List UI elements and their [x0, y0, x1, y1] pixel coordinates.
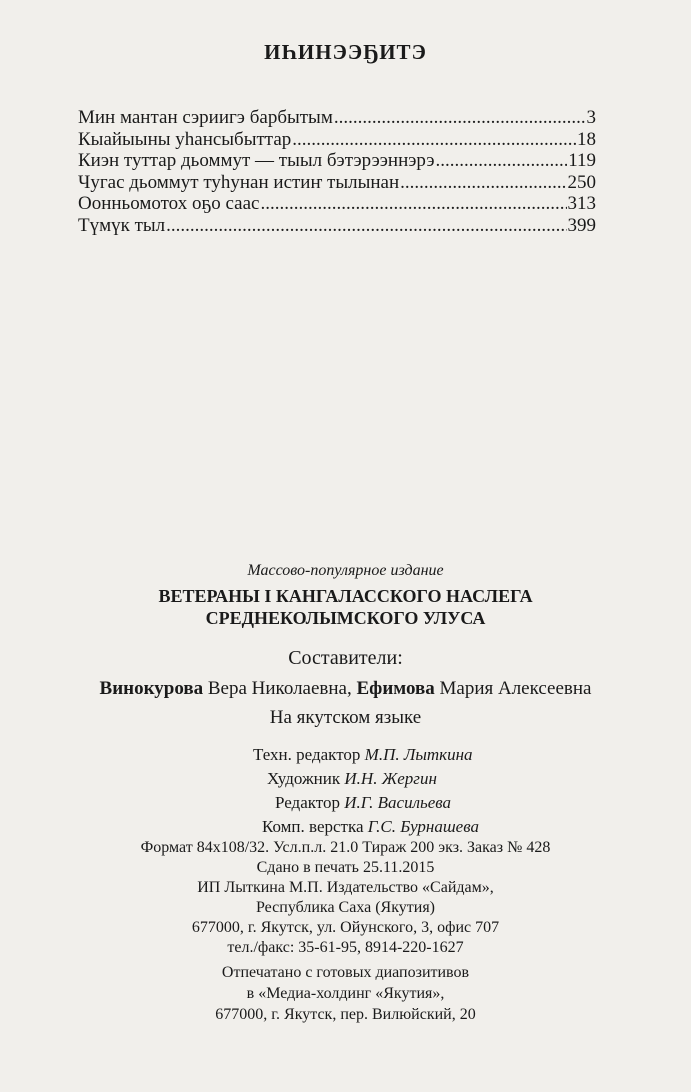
toc-entry-page: 3	[586, 107, 596, 128]
toc-entry-label: Оонньомотох оҕо саас	[78, 193, 260, 214]
compilers-label: Составители:	[288, 647, 403, 669]
author-2-surname: Ефимова	[356, 678, 435, 699]
credit-name: И.Н. Жергин	[344, 769, 437, 788]
toc-leader-dots	[334, 107, 586, 129]
toc-entry	[78, 107, 596, 129]
toc-entry-label: Түмүк тыл	[78, 214, 166, 236]
printer-line: в «Медиа-холдинг «Якутия»,	[246, 985, 445, 1002]
toc-leader-dots	[166, 215, 566, 237]
credit-name: Г.С. Бурнашева	[367, 817, 479, 836]
edition-type: Массово-популярное издание	[247, 562, 444, 579]
credit-role: Техн. редактор	[253, 745, 365, 764]
language-note: На якутском языке	[269, 707, 422, 728]
toc-entry-label: Киэн туттар дьоммут — тыыл бэтэрээннэрэ	[78, 150, 435, 171]
toc-heading: ИҺИНЭЭҔИТЭ	[264, 40, 427, 64]
author-2-given-names: Мария Алексеевна	[434, 678, 592, 699]
toc-entry	[78, 172, 596, 194]
credit-role: Художник	[267, 769, 345, 788]
toc-entry	[78, 150, 596, 172]
printer-block	[0, 962, 691, 1025]
toc-entry-label: Чугас дьоммут туһунан истиҥ тылынан	[78, 171, 400, 193]
credit-role: Редактор	[275, 793, 345, 812]
imprint-block	[0, 838, 691, 958]
toc-entry	[78, 215, 596, 237]
imprint-line: тел./факс: 35-61-95, 8914-220-1627	[227, 939, 464, 956]
book-title-line-2: СРЕДНЕКОЛЫМСКОГО УЛУСА	[205, 608, 486, 628]
imprint-line: Республика Саха (Якутия)	[255, 899, 435, 916]
credit-name: И.Г. Васильева	[344, 793, 452, 812]
credit-role: Комп. верстка	[262, 817, 368, 836]
table-of-contents	[78, 107, 596, 236]
toc-entry-page: 399	[567, 214, 596, 236]
toc-entry-page: 119	[568, 150, 596, 171]
imprint-line: ИП Лыткина М.П. Издательство «Сайдам»,	[197, 879, 494, 896]
authors-line	[0, 678, 691, 700]
author-1-given-names: Вера Николаевна,	[203, 678, 357, 699]
toc-entry-page: 18	[577, 128, 596, 150]
credit-line	[253, 743, 479, 767]
credit-line	[253, 767, 479, 791]
toc-entry-page: 313	[567, 193, 596, 214]
toc-entry	[78, 193, 596, 215]
toc-leader-dots	[400, 172, 566, 194]
credit-line	[253, 815, 479, 839]
toc-entry	[78, 129, 596, 151]
imprint-line: Сдано в печать 25.11.2015	[256, 859, 435, 876]
credit-name: М.П. Лыткина	[364, 745, 473, 764]
imprint-line: Формат 84x108/32. Усл.п.л. 21.0 Тираж 200 экз. Заказ № 428	[140, 839, 551, 856]
toc-leader-dots	[436, 150, 568, 172]
credits-block	[253, 743, 479, 839]
imprint-line: 677000, г. Якутск, ул. Ойунского, 3, офис 707	[191, 919, 500, 936]
book-title-line-1: ВЕТЕРАНЫ I КАНГАЛАССКОГО НАСЛЕГА	[158, 586, 533, 606]
toc-entry-label: Кыайыыны уһансыбыттар	[78, 128, 292, 150]
toc-entry-label: Мин мантан сэриигэ барбытым	[78, 107, 333, 128]
toc-leader-dots	[292, 129, 576, 151]
printer-line: Отпечатано с готовых диапозитивов	[221, 964, 470, 981]
credit-line	[253, 791, 479, 815]
toc-leader-dots	[260, 193, 566, 215]
toc-entry-page: 250	[567, 171, 596, 193]
printer-line: 677000, г. Якутск, пер. Вилюйский, 20	[215, 1006, 476, 1023]
author-1-surname: Винокурова	[99, 678, 204, 699]
